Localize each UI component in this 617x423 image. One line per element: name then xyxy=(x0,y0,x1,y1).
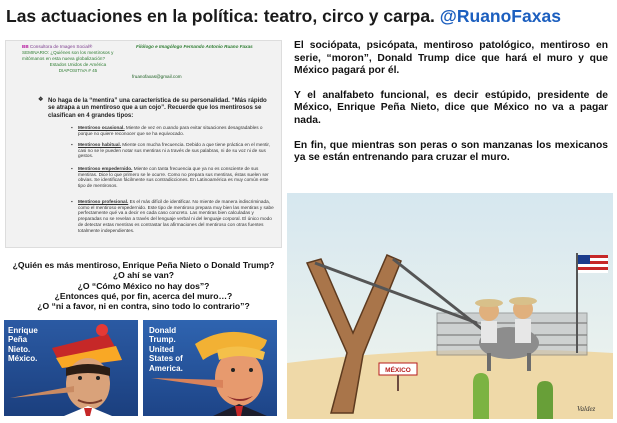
slide-lead-body: No haga de la “mentira” una característica de su personalidad. “Más rápido se atrapa a un mentiroso que a un cojo”. Recuerde que los mentirosos se clasifican en 4 grandes tipos: xyxy=(48,97,267,119)
trump-caricature xyxy=(143,320,277,416)
lie-type-item xyxy=(71,199,274,233)
commentary-paragraph: Y el analfabeto funcional, es decir estúpido, presidente de México, Enrique Peña Nieto, dice que México no va a pagar nada. xyxy=(294,89,608,126)
square-bullet-icon: ▪ xyxy=(71,199,73,204)
trump-label-line: Trump. xyxy=(149,335,176,345)
square-bullet-icon: ▪ xyxy=(71,166,73,171)
slide-header-line1: Consultora de Imagen Social® xyxy=(29,44,93,49)
seminar-slide xyxy=(5,40,282,248)
commentary-text xyxy=(294,40,608,177)
commentary-paragraph: El sociópata, psicópata, mentiroso patológico, mentiroso en serie, “moron”, Donald Trump dice que hará el muro y que México pagará por él. xyxy=(294,40,608,77)
page-title xyxy=(6,2,614,30)
trump-label-line: Donald xyxy=(149,326,177,335)
slide-brand: BB xyxy=(22,44,29,49)
border-wall-cartoon xyxy=(287,193,613,419)
question-line: ¿O ahí se van? xyxy=(112,270,175,281)
slingshot-cartoon-illustration xyxy=(287,193,613,419)
slide-header-line4: DIAPOSITIVA # 45 xyxy=(58,68,98,73)
lie-type-desc: Es el más difícil de identificar. No miente de manera indiscriminada, como el mentiroso empedernido. Este tipo de mentiroso prepara muy bien las mentiras y sabe perfectamente qué va a decir en cada caso concreto. Las mentiras bien calculadas y preparadas no se revelan a través del lenguaje verbal ni del lenguaje corporal. El único modo de detectar estas mentiras es contrastar las afirmaciones del mentiroso con otras fuentes totalmente independientes. xyxy=(78,199,274,233)
slide-header-right: Filólogo e Imagólogo Fernando Antonio Ruano Faxas xyxy=(136,44,253,49)
title-text: Las actuaciones en la política: teatro, circo y carpa. xyxy=(6,6,435,26)
diamond-bullet-icon: ❖ xyxy=(38,97,44,103)
question-line: ¿O “ni a favor, ni en contra, sino todo lo contrario”? xyxy=(37,301,250,312)
question-line: ¿Entonces qué, por fin, acerca del muro…? xyxy=(54,290,233,301)
pena-label-line: México. xyxy=(8,354,38,364)
lie-type-item xyxy=(71,142,274,159)
lie-type-term: Mentiroso ocasional. xyxy=(78,125,125,130)
questions-block xyxy=(5,260,282,311)
square-bullet-icon: ▪ xyxy=(71,125,73,130)
pena-nieto-caricature xyxy=(4,320,138,416)
mexico-sign: MÉXICO xyxy=(385,367,411,374)
trump-label-line: America. xyxy=(149,363,183,373)
pena-label-line: Peña xyxy=(8,335,28,345)
lie-type-desc: Miente de vez en cuando para evitar situaciones desagradables o porque no quiere reconocer que se ha equivocado. xyxy=(78,125,263,136)
slide-email: fruanofaxas@gmail.com xyxy=(132,74,182,79)
question-line: ¿O “Cómo México no hay dos”? xyxy=(77,280,210,291)
lie-type-item xyxy=(71,125,274,136)
lie-type-desc: Miente con mucha frecuencia. Debido a que tiene práctica en el mentir, casi no se le pueden notar sus mentiras ni a través de sus palabras, ni de su voz ni de sus gestos. xyxy=(78,142,271,159)
commentary-paragraph: En fin, que mientras son peras o son manzanas los mexicanos ya se están entrenando para cruzar el muro. xyxy=(294,139,608,164)
slide-header-left xyxy=(22,44,134,74)
lie-type-term: Mentiroso profesional. xyxy=(78,199,129,204)
pena-label-line: Enrique xyxy=(8,326,38,335)
twitter-handle: @RuanoFaxas xyxy=(439,6,561,26)
slide-header-line3: Estados Unidos de América xyxy=(49,62,107,67)
trump-label xyxy=(149,326,183,373)
trump-label-line: States of xyxy=(149,354,183,364)
lie-type-item xyxy=(71,166,274,189)
lie-type-term: Mentiroso empedernido. xyxy=(78,166,133,171)
pena-label xyxy=(8,326,38,364)
lie-type-term: Mentiroso habitual. xyxy=(78,142,121,147)
slide-header-line2: SEMINARIO: ¿Quiénes son los mentirosos y mitómanos en esta nueva globalización? xyxy=(22,50,114,61)
pena-label-line: Nieto. xyxy=(8,344,31,354)
question-line: ¿Quién es más mentiroso, Enrique Peña Nieto o Donald Trump? xyxy=(12,260,275,270)
lie-type-desc: Miente con tanta frecuencia que ya no es consciente de sus mentiras. Dice lo que primero se le ocurre. Como no prepara sus mentiras, éstas suelen ser obvias. Se identifican fácilmente sus contradicciones. En Latinoamérica es muy común este tipo de mentirosos. xyxy=(78,166,269,189)
slide-lead-text xyxy=(38,97,270,119)
trump-label-line: United xyxy=(149,344,174,354)
artist-signature: Valdez xyxy=(577,405,596,413)
square-bullet-icon: ▪ xyxy=(71,142,73,147)
